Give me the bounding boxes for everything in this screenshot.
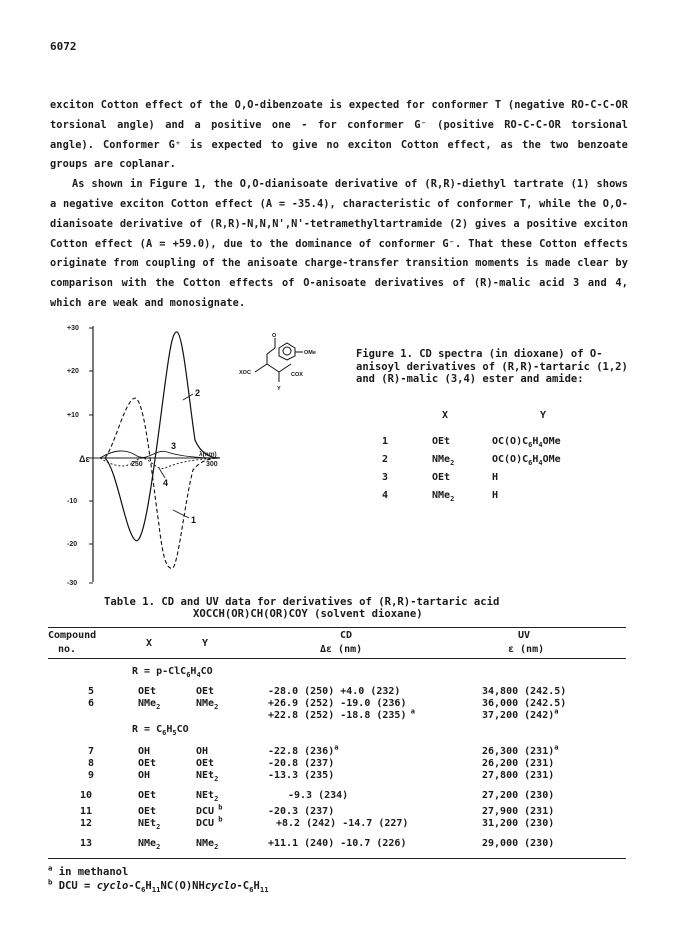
page-number: 6072 [50,40,77,53]
row-no: 5 [88,686,95,697]
row-cd: -13.3 (235) [268,770,335,781]
compound-x: NMe$_2$ [432,490,455,503]
row-no: 6 [88,698,95,709]
table-rule-header [48,658,626,659]
paragraph-2: As shown in Figure 1, the O,O-dianisoate derivative of (R,R)-diethyl tartrate (1) shows a negative exciton Cotton effect (A = -35.4), characteristic of conformer T, while the O,O-dianisoate derivative of (R,R)-N,N,N',N'-tetramethyltartramide (2) gives a positive exciton Cotton effect (A = +59.0), due to the dominance of conformer G⁻. That these Cotton effects originate from coupling of the anisoate charge-transfer transition moments is made clear by comparison with the Cotton effects of O-anisoate derivatives of (R)-malic acid 3 and 4, which are weak and monosignate. [50,178,628,309]
row-uv: 37,200 $(242)^a$ [482,707,559,721]
row-uv: 36,000 (242.5) [482,698,567,709]
x-tick-label: 300 [206,461,218,468]
curve-label-1: 1 [191,515,197,525]
row-cd: +26.9 (252) -19.0 (236) [268,698,407,709]
curve-4 [100,458,220,469]
row-uv: 27,200 (230) [482,790,555,801]
body-text [50,96,628,314]
row-uv: 26,200 (231) [482,758,555,769]
row-y: DCU $^b$ [196,803,223,817]
row-x: OH [138,770,151,781]
compound-header-y: Y [540,410,547,421]
row-x: OEt [138,806,157,817]
row-y: NEt$_2$ [196,770,219,783]
curve-label-4: 4 [163,478,169,488]
row-no: 12 [80,818,93,829]
row-uv: 34,800 (242.5) [482,686,567,697]
row-x: NEt$_2$ [138,818,161,831]
row-x: NMe$_2$ [138,838,161,851]
col-header-cd-unit: Δε (nm) [320,644,363,655]
row-uv: 29,000 (230) [482,838,555,849]
row-x: OEt [138,758,157,769]
row-no: 10 [80,790,93,801]
row-y: NMe$_2$ [196,838,219,851]
compound-x: OEt [432,472,451,483]
row-uv: 26,300 $(231)^a$ [482,743,559,757]
curve-label-2: 2 [195,388,201,398]
row-cd: -20.3 (237) [268,806,335,817]
col-header-uv: UV [518,630,531,641]
structure-ome: OMe [304,350,316,356]
row-no: 7 [88,746,95,757]
col-header-compound: Compound [48,630,97,641]
group-label-1: $R = p-ClC_6H_4CO$ [132,666,213,679]
compound-y: $OC(O)C_6H_4OMe$ [492,454,561,467]
row-y: OH [196,746,209,757]
row-no: 13 [80,838,93,849]
table-title: Table 1. CD and UV data for derivatives of (R,R)-tartaric acid [104,596,500,608]
structure-xoc: XOC [239,370,251,376]
row-no: 9 [88,770,95,781]
structure-y: Y [277,386,281,392]
row-cd: -22.8 $(236)^a$ [268,743,339,757]
row-no: 8 [88,758,95,769]
y-tick-label: -10 [67,498,78,505]
y-tick-label: +10 [67,412,79,419]
figure-caption: Figure 1. CD spectra (in dioxane) of O-anisoyl derivatives of (R,R)-tartaric (1,2) and (R)-malic (3,4) ester and amide: [356,348,628,385]
compound-no: 3 [382,472,389,483]
y-tick-label: -30 [67,580,78,587]
footnote-a: $^a$ in methanol [48,863,129,878]
paragraph-1: exciton Cotton effect of the O,O-dibenzoate is expected for conformer T (negative RO-C-C-OR torsional angle) and a positive one - for conformer G⁻ (positive RO-C-C-OR torsional angle). Conformer G⁺ is expected to give no exciton Cotton effect, as the two benzoate groups are coplanar. [50,99,628,171]
row-cd: -28.0 (250) +4.0 (232) [268,686,401,697]
compound-header-x: X [442,410,449,421]
row-uv: 27,800 (231) [482,770,555,781]
compound-y: H [492,490,499,501]
chemical-structure [235,330,355,395]
table-rule-top [48,627,626,628]
col-header-y: Y [202,638,209,649]
row-cd: -20.8 (237) [268,758,335,769]
row-cd: +8.2 (242) -14.7 (227) [276,818,409,829]
row-x: NMe$_2$ [138,698,161,711]
compound-no: 1 [382,436,389,447]
row-no: 11 [80,806,93,817]
compound-x: NMe$_2$ [432,454,455,467]
compound-y: H [492,472,499,483]
row-y: OEt [196,758,215,769]
row-y: NEt$_2$ [196,790,219,803]
row-y: DCU $^b$ [196,815,223,829]
row-y: OEt [196,686,215,697]
row-cd: +22.8 (252) -18.8 (235) $^a$ [268,707,415,721]
y-tick-label: +20 [67,368,79,375]
col-header-no: no. [58,644,77,655]
col-header-x: X [146,638,153,649]
row-x: OEt [138,686,157,697]
row-x: OH [138,746,151,757]
compound-no: 4 [382,490,389,501]
col-header-uv-unit: ε (nm) [508,644,545,655]
compound-y: $OC(O)C_6H_4OMe$ [492,436,561,449]
structure-o: O [272,333,277,339]
col-header-cd: CD [340,630,353,641]
x-tick-label: 250 [131,461,143,468]
y-tick-label: +30 [67,325,79,332]
curve-label-3: 3 [171,441,177,451]
row-cd: +11.1 (240) -10.7 (226) [268,838,407,849]
table-rule-bottom [48,858,626,859]
compound-x: OEt [432,436,451,447]
compound-no: 2 [382,454,389,465]
row-y: NMe$_2$ [196,698,219,711]
y-tick-label: -20 [67,541,78,548]
table-subtitle: XOCCH(OR)CH(OR)COY (solvent dioxane) [193,608,423,620]
structure-cox: COX [291,372,303,378]
group-label-2: $R = C_6H_5CO$ [132,724,189,737]
footnote-b: $^b$ DCU = cyclo-$C_6H_{11}NC(O)NHcyclo-C_6H_{11}$ [48,877,269,894]
y-axis-label: Δε [79,454,90,464]
row-cd: -9.3 (234) [288,790,349,801]
row-uv: 31,200 (230) [482,818,555,829]
row-uv: 27,900 (231) [482,806,555,817]
x-unit-label: λ(nm) [199,451,217,458]
row-x: OEt [138,790,157,801]
curve-2 [105,332,220,541]
